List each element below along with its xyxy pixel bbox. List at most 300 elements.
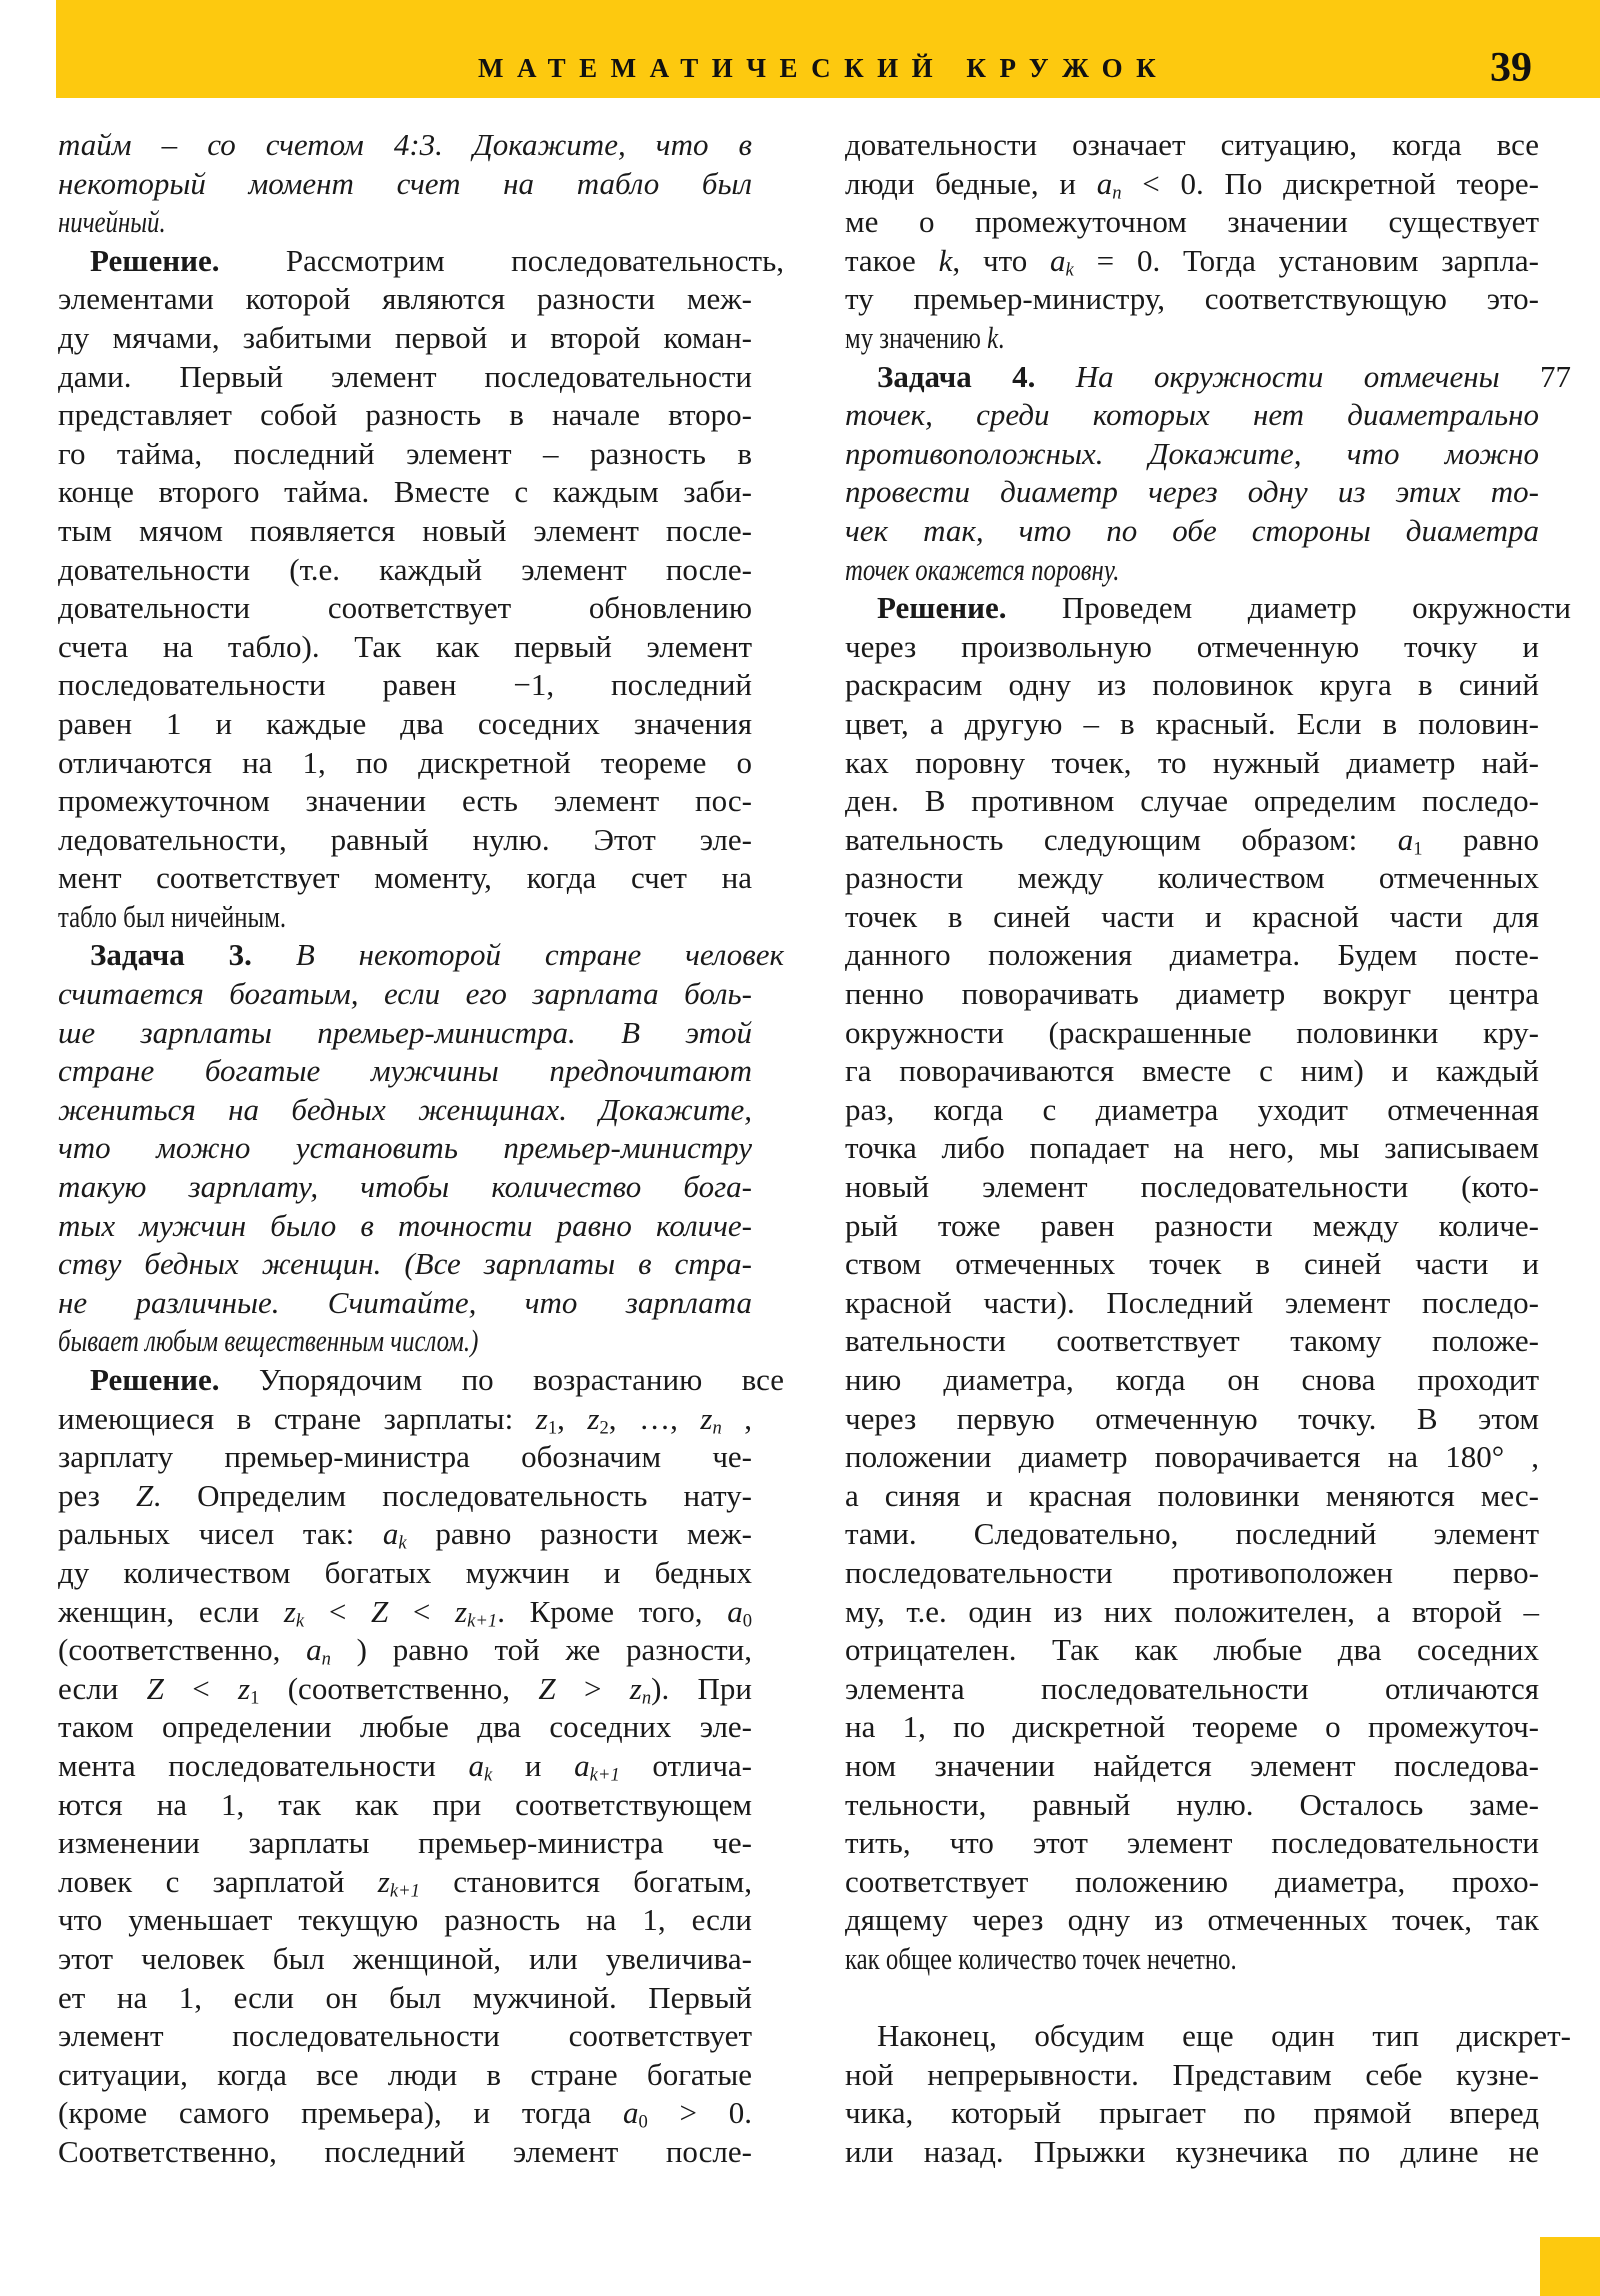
text-line-content [58, 551, 752, 590]
body-text: вательности соответствует такому положе- [845, 1323, 1539, 1359]
body-text: ках поровну точек, то нужный диаметр най- [845, 744, 1539, 780]
text-line [58, 666, 752, 705]
text-line-content [845, 975, 1539, 1014]
body-text: (кроме самого премьера), и тогда [58, 2095, 623, 2131]
body-text: < [388, 1593, 456, 1629]
text-line [58, 628, 752, 667]
math-subscript: 0 [742, 1610, 753, 1632]
text-line [58, 2017, 752, 2056]
text-line [58, 1786, 752, 1825]
text-line [845, 1322, 1539, 1361]
body-text: что уменьшает текущую разность на 1, если [58, 1902, 752, 1938]
body-text: окружности (раскрашенные половинки кру- [845, 1014, 1539, 1050]
italic-text: a [1397, 821, 1414, 857]
body-text: изменении зарплаты премьер-министра че- [58, 1825, 752, 1861]
italic-text: z [455, 1593, 468, 1629]
body-text: положении диаметр поворачивается на 180° , [845, 1439, 1539, 1475]
text-line [58, 1515, 752, 1554]
text-line [845, 589, 1571, 628]
text-line [58, 473, 752, 512]
text-line [845, 1207, 1539, 1246]
text-line [845, 512, 1539, 551]
text-line-content [845, 319, 1004, 358]
text-line [58, 165, 752, 204]
body-text: тами. Следовательно, последний элемент [845, 1516, 1539, 1552]
text-line-content [58, 319, 752, 358]
text-line [845, 1593, 1539, 1632]
text-line [58, 1322, 752, 1361]
body-text: новый элемент последовательности (кото- [845, 1169, 1539, 1205]
body-text: тым мячом появляется новый элемент после- [58, 512, 752, 548]
text-line-content [845, 126, 1539, 165]
text-line-content [58, 280, 752, 319]
math-subscript: n [641, 1687, 652, 1709]
body-text: рый тоже равен разности между количе- [845, 1207, 1539, 1243]
text-line-content [845, 1901, 1539, 1940]
text-line-content [845, 589, 1571, 628]
text-line [58, 1361, 784, 1400]
body-text: < 0. По дискретной теоре- [1121, 165, 1540, 201]
text-line-content [845, 1747, 1539, 1786]
italic-text: Z [538, 1670, 556, 1706]
text-line-content [845, 1091, 1539, 1130]
text-line-content [58, 1940, 752, 1979]
text-line-content [58, 705, 752, 744]
body-text: ту премьер-министру, соответствующую это- [845, 281, 1539, 317]
text-line [58, 203, 752, 242]
body-text: < [163, 1670, 239, 1706]
text-line-content [58, 744, 752, 783]
text-line-content [845, 473, 1539, 512]
italic-text: не различные. Считайте, что зарплата [58, 1284, 752, 1320]
body-text: Проведем диаметр окружности [1061, 590, 1571, 626]
bold-heading: Задача 3. [90, 937, 296, 973]
text-line-content [58, 512, 752, 551]
text-line-content [58, 1207, 752, 1246]
text-line [58, 1245, 752, 1284]
text-line [58, 1824, 752, 1863]
italic-text: z [377, 1863, 390, 1899]
text-line [845, 1091, 1539, 1130]
text-line [845, 2133, 1539, 2172]
text-line-content [58, 589, 752, 628]
body-text: Рассмотрим последовательность, [285, 242, 784, 278]
math-subscript: n [712, 1417, 722, 1439]
body-text: (соответственно, [58, 1632, 307, 1668]
text-line [58, 1863, 752, 1902]
math-subscript: k [1065, 259, 1074, 281]
text-line [58, 2094, 752, 2133]
body-text: цвет, а другую – в красный. Если в половин- [845, 705, 1539, 741]
text-line-content [845, 782, 1539, 821]
body-text: = 0. Тогда установим зарпла- [1073, 242, 1539, 278]
text-line [58, 705, 752, 744]
italic-text: что можно установить премьер-министру [58, 1130, 752, 1166]
body-text: промежуточном значении есть элемент пос- [58, 783, 752, 819]
italic-text: такую зарплату, чтобы количество бога- [58, 1169, 752, 1205]
text-line-content [58, 1438, 752, 1477]
text-line-content [845, 242, 1539, 281]
italic-text: k [987, 319, 999, 355]
text-line-content [845, 358, 1571, 397]
text-line-content [58, 1477, 752, 1516]
body-text: представляет собой разность в начале второ- [58, 397, 752, 433]
text-line [58, 1091, 752, 1130]
text-line [845, 2056, 1539, 2095]
text-line [58, 2133, 752, 2172]
text-line [845, 1863, 1539, 1902]
body-text: через первую отмеченную точку. В этом [845, 1400, 1539, 1436]
body-text: такое [845, 242, 939, 278]
text-line [845, 1400, 1539, 1439]
math-subscript: 0 [638, 2111, 648, 2133]
body-text: ном значении найдется элемент последова- [845, 1747, 1539, 1783]
body-text: , что [952, 242, 1051, 278]
text-line-content [845, 1940, 1237, 1979]
text-line-content [845, 2133, 1539, 2172]
body-text: элемента последовательности отличаются [845, 1670, 1539, 1706]
body-text: . Кроме того, [497, 1593, 728, 1629]
text-line-content [58, 358, 752, 397]
body-text: . [998, 319, 1005, 355]
italic-text: z [700, 1400, 713, 1436]
body-text: Наконец, обсудим еще один тип дискрет- [877, 2018, 1571, 2054]
text-line [58, 1400, 752, 1439]
body-text: му значению [845, 319, 988, 355]
body-text: дами. Первый элемент последовательности [58, 358, 752, 394]
text-line-content [845, 551, 1119, 590]
running-header-title: МАТЕМАТИЧЕСКИЙ КРУЖОК [478, 53, 1170, 83]
text-line [845, 1129, 1539, 1168]
math-subscript: 1 [250, 1687, 260, 1709]
text-line-content [58, 1515, 752, 1554]
body-text: , [557, 1400, 588, 1436]
body-text: на 1, по дискретной теореме о промежуточ- [845, 1709, 1539, 1745]
text-line [845, 1631, 1539, 1670]
text-line-content [58, 1052, 752, 1091]
text-line [58, 1207, 752, 1246]
italic-text: ничейный. [58, 204, 166, 240]
body-text: ются на 1, так как при соответствующем [58, 1786, 752, 1822]
text-line-content [845, 1014, 1539, 1053]
text-line [845, 1940, 1539, 1979]
italic-text: противоположных. Докажите, что можно [845, 435, 1539, 471]
text-line-content [845, 936, 1539, 975]
bold-heading: Решение. [90, 1362, 259, 1397]
body-text: если [58, 1670, 147, 1706]
body-text: ральных чисел так: [58, 1516, 383, 1552]
body-text: , [721, 1400, 753, 1436]
paragraph-gap [845, 1979, 1539, 2018]
italic-text: считается богатым, если его зарплата боль- [58, 976, 752, 1012]
text-line-content [845, 165, 1539, 204]
text-line [58, 744, 752, 783]
right-column [845, 126, 1571, 2171]
text-line [58, 1631, 752, 1670]
italic-text: z [535, 1400, 548, 1436]
text-line [58, 589, 752, 628]
text-line-content [58, 936, 784, 975]
body-text: мент соответствует моменту, когда счет на [58, 860, 752, 896]
text-line-content [58, 1361, 784, 1400]
text-line-content [845, 1824, 1539, 1863]
body-text: му, т.е. один из них положителен, а второй – [845, 1593, 1539, 1629]
italic-text: a [1096, 165, 1113, 201]
text-line-content [845, 280, 1539, 319]
body-text: тить, что этот элемент последовательности [845, 1825, 1539, 1861]
text-line [58, 435, 752, 474]
body-text: га поворачиваются вместе с ним) и каждый [845, 1053, 1539, 1089]
text-line [58, 1438, 752, 1477]
text-line [845, 1824, 1539, 1863]
text-line [58, 1284, 752, 1323]
body-text: имеющиеся в стране зарплаты: [58, 1400, 536, 1436]
text-line-content [58, 1129, 752, 1168]
bold-heading: Задача 4. [877, 358, 1076, 394]
body-text: мента последовательности [58, 1747, 469, 1783]
text-line [58, 1670, 752, 1709]
body-text: конце второго тайма. Вместе с каждым заби- [58, 474, 752, 510]
text-line-content [58, 435, 752, 474]
body-text: и [492, 1747, 575, 1783]
italic-text: стране богатые мужчины предпочитают [58, 1053, 752, 1089]
math-subscript: 2 [599, 1417, 609, 1439]
text-line [845, 666, 1539, 705]
text-line [845, 1438, 1539, 1477]
body-text: нию диаметра, когда он снова проходит [845, 1362, 1539, 1397]
body-text: равен 1 и каждые два соседних значения [58, 705, 752, 741]
body-text: ловек с зарплатой [58, 1863, 378, 1899]
body-text: равно [1422, 821, 1539, 857]
text-line-content [58, 1284, 752, 1323]
text-line [58, 1747, 752, 1786]
body-text: отлича- [619, 1747, 752, 1783]
body-text: соответствует положению диаметра, прохо- [845, 1863, 1539, 1899]
text-line [845, 435, 1539, 474]
body-text: становится богатым, [419, 1863, 752, 1899]
body-text: раз, когда с диаметра уходит отмеченная [845, 1091, 1539, 1127]
text-line-content [845, 744, 1539, 783]
italic-text: тых мужчин было в точности равно количе- [58, 1207, 752, 1243]
text-line-content [845, 898, 1539, 937]
math-subscript: 1 [1413, 838, 1423, 860]
text-line [58, 358, 752, 397]
italic-text: точек окажется поровну. [845, 551, 1120, 587]
italic-text: На окружности отмечены [1075, 358, 1540, 394]
text-line-content [58, 975, 752, 1014]
body-text: го тайма, последний элемент – разность в [58, 435, 752, 471]
text-line [58, 898, 752, 937]
text-line [845, 319, 1539, 358]
math-subscript: k [484, 1764, 493, 1786]
italic-text: ству бедных женщин. (Все зарплаты в стра- [58, 1246, 752, 1282]
text-line [58, 1708, 752, 1747]
body-text: разности между количеством отмеченных [845, 860, 1539, 896]
text-line-content [58, 1593, 752, 1632]
math-subscript: k+1 [589, 1764, 620, 1786]
body-text: данного положения диаметра. Будем посте- [845, 937, 1539, 973]
text-line [58, 126, 752, 165]
text-line [58, 396, 752, 435]
text-line [845, 1014, 1539, 1053]
body-text: довательности соответствует обновлению [58, 590, 752, 626]
text-line-content [58, 2017, 752, 2056]
italic-text: a [306, 1632, 322, 1668]
text-line-content [58, 1708, 752, 1747]
body-text: ной непрерывности. Представим себе кузне- [845, 2056, 1539, 2092]
body-text: зарплату премьер-министра обозначим че- [58, 1439, 752, 1475]
italic-text: z [587, 1400, 600, 1436]
text-line-content [845, 435, 1539, 474]
text-line-content [845, 1863, 1539, 1902]
text-line [845, 358, 1571, 397]
body-text: тельности, равный нулю. Осталось заме- [845, 1786, 1539, 1822]
text-line [845, 1515, 1539, 1554]
text-line-content [58, 473, 752, 512]
italic-text: z [629, 1670, 642, 1706]
text-line-content [845, 1631, 1539, 1670]
italic-text: ше зарплаты премьер-министра. В этой [58, 1014, 752, 1050]
body-text: равно разности меж- [406, 1516, 753, 1552]
text-line-content [845, 1438, 1539, 1477]
italic-text: a [468, 1747, 484, 1783]
text-line [58, 1014, 752, 1053]
text-line [845, 203, 1539, 242]
body-text: > 0. [647, 2095, 753, 2131]
text-line-content [845, 1400, 1539, 1439]
text-line-content [845, 1245, 1539, 1284]
italic-text: чек так, что по обе стороны диаметра [845, 512, 1539, 548]
text-line-content [58, 782, 752, 821]
italic-text: Z [370, 1593, 389, 1629]
body-text: отрицателен. Так как любые два соседних [845, 1632, 1539, 1668]
text-line-content [58, 1631, 752, 1670]
text-line [845, 1052, 1539, 1091]
text-line-content [58, 242, 784, 281]
text-line [845, 744, 1539, 783]
text-line [58, 1593, 752, 1632]
text-line-content [58, 203, 166, 242]
text-line-content [58, 859, 752, 898]
text-line [845, 898, 1539, 937]
text-line-content [58, 666, 752, 705]
text-line-content [845, 512, 1539, 551]
body-text: рез [58, 1477, 136, 1513]
text-line-content [845, 1322, 1539, 1361]
text-line [845, 1670, 1539, 1709]
body-text: табло был ничейным. [58, 898, 287, 934]
italic-text: k [938, 242, 953, 278]
body-text: или назад. Прыжки кузнечика по длине не [845, 2133, 1539, 2169]
text-line [845, 280, 1539, 319]
text-line-content [845, 1786, 1539, 1825]
text-line [58, 1940, 752, 1979]
text-line-content [845, 203, 1539, 242]
italic-text: жениться на бедных женщинах. Докажите, [58, 1091, 752, 1127]
math-subscript: k+1 [389, 1880, 420, 1902]
text-line [845, 126, 1539, 165]
italic-text: В некоторой стране человек [295, 937, 784, 973]
text-line [58, 319, 752, 358]
text-line [845, 2017, 1571, 2056]
text-line-content [58, 165, 752, 204]
text-line-content [845, 1129, 1539, 1168]
text-line-content [845, 1670, 1539, 1709]
text-line [845, 1477, 1539, 1516]
body-text: Соответственно, последний элемент после- [58, 2133, 752, 2169]
text-line [58, 1979, 752, 2018]
body-text: ) равно той же разности, [330, 1632, 752, 1668]
body-text: ет на 1, если он был мужчиной. Первый [58, 1979, 752, 2015]
text-line-content [845, 1361, 1539, 1400]
text-line [58, 1168, 752, 1207]
text-line [58, 1477, 752, 1516]
body-text: через произвольную отмеченную точку и [845, 628, 1539, 664]
body-text: последовательности равен −1, последний [58, 667, 752, 703]
text-line-content [58, 1554, 752, 1593]
text-line-content [58, 1245, 752, 1284]
text-line [845, 551, 1539, 590]
italic-text: a [1050, 242, 1066, 278]
body-text: а синяя и красная половинки меняются мес- [845, 1477, 1539, 1513]
text-line-content [845, 2094, 1539, 2133]
math-subscript: k [398, 1533, 407, 1555]
body-text: ситуации, когда все люди в стране богатые [58, 2056, 752, 2092]
text-line [58, 512, 752, 551]
corner-tab-decoration [1540, 2237, 1600, 2296]
text-line-content [845, 1284, 1539, 1323]
body-text: элементами которой являются разности меж- [58, 281, 752, 317]
text-line [58, 859, 752, 898]
text-line-content [58, 1014, 752, 1053]
text-line-content [58, 898, 286, 937]
text-line-content [58, 396, 752, 435]
body-text: пенно поворачивать диаметр вокруг центра [845, 976, 1539, 1012]
text-line [58, 280, 752, 319]
body-text: точек в синей части и красной части для [845, 898, 1539, 934]
text-line-content [845, 1593, 1539, 1632]
text-line [845, 782, 1539, 821]
text-line-content [58, 821, 752, 860]
text-line [58, 1052, 752, 1091]
text-line-content [845, 1168, 1539, 1207]
body-text: ду мячами, забитыми первой и второй коман- [58, 319, 752, 355]
italic-text: Z [146, 1670, 164, 1706]
text-line-content [845, 628, 1539, 667]
text-line-content [845, 1554, 1539, 1593]
text-line-content [845, 1477, 1539, 1516]
math-subscript: n [1112, 182, 1122, 204]
body-text: вательность следующим образом: [845, 821, 1398, 857]
text-line-content [58, 1400, 752, 1439]
text-line [845, 1747, 1539, 1786]
italic-text: z [283, 1593, 296, 1629]
text-line-content [58, 1824, 752, 1863]
text-line-content [58, 2133, 752, 2172]
body-text: люди бедные, и [845, 165, 1097, 201]
text-line-content [58, 1670, 752, 1709]
body-text: ден. В противном случае определим последо- [845, 783, 1539, 819]
text-line-content [845, 666, 1539, 705]
body-text: < [304, 1593, 371, 1629]
body-text: , …, [608, 1400, 701, 1436]
text-line-content [845, 2017, 1571, 2056]
body-text: > [555, 1670, 630, 1706]
body-text: . Определим последовательность нату- [153, 1477, 752, 1513]
body-text: ). При [651, 1670, 752, 1706]
text-line-content [58, 1863, 752, 1902]
text-line-content [845, 821, 1539, 860]
